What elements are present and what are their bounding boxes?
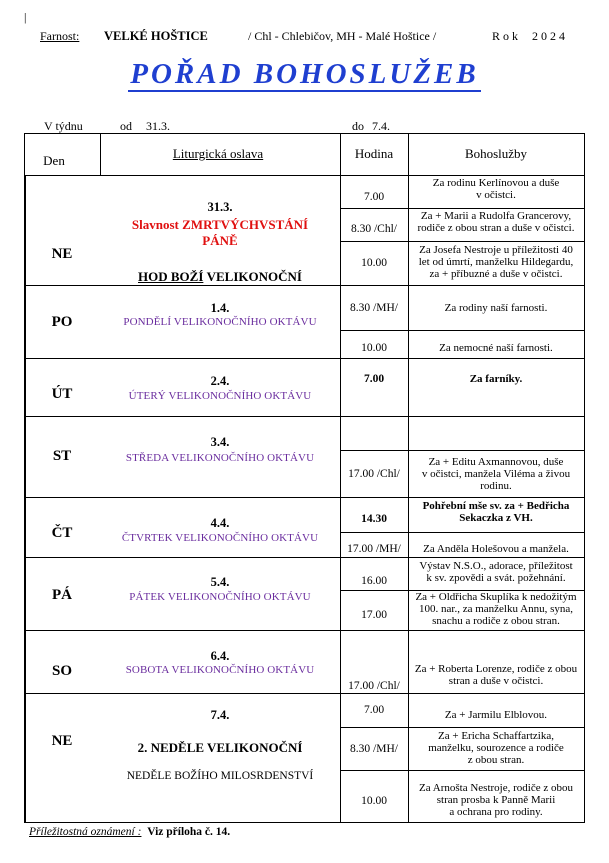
col-header-liturgicka: Liturgická oslava [172,146,264,161]
intention-line: let od úmrtí, manželku Hildegardu, [418,255,574,268]
mass-intention [410,494,582,530]
intention-line: stran prosba k Panně Marii [436,794,556,806]
col-header-den: Den [43,153,65,168]
mass-time: 8.30 /MH/ [350,742,398,755]
intention-line: Za rodinu Kerlínovou a duše [432,177,560,189]
mass-intention [410,655,582,695]
mass-time: 16.00 [361,575,387,587]
week-do: 7.4. [372,119,390,133]
table-border-top [24,133,584,134]
mass-time: 8.30 /MH/ [350,301,398,314]
mass-time: 14.30 [361,512,387,525]
mass-intention [410,170,582,208]
feast-name: ČTVRTEK VELIKONOČNÍHO OKTÁVU [121,532,319,544]
intention-line: Za Josefa Nestroje u příležitosti 40 [419,243,573,256]
day-label: PO [51,314,73,330]
intention-line: 100. nar., za manželku Annu, syna, [419,603,573,615]
feast-subtitle: NEDĚLE BOŽÍHO MILOSRDENSTVÍ [126,770,314,782]
intention-line: snachu a rodiče z obou stran. [432,615,560,627]
mass-intention [410,204,582,240]
feast-name: PONDĚLÍ VELIKONOČNÍHO OKTÁVU [123,316,317,328]
mass-intention [410,285,582,330]
column-divider [408,133,409,823]
intention-line: manželku, sourozence a rodiče [428,741,564,754]
feast-name: 2. NEDĚLE VELIKONOČNÍ [137,740,303,755]
cursor-mark: | [24,10,27,24]
mass-time: 10.00 [361,257,387,269]
feast-name: PÁTEK VELIKONOČNÍHO OKTÁVU [129,591,311,603]
day-date: 3.4. [210,435,230,449]
mass-time: 8.30 /Chl/ [350,223,397,235]
farnost-label: Farnost: [40,29,80,43]
intention-line: Pohřební mše sv. za + Bedřicha [422,500,570,512]
rok-label: R o k [492,29,519,43]
intention-line: Za + Marii a Rudolfa Grancerovy, [420,210,572,222]
intention-line: v očistci. [476,189,516,201]
mass-intention [410,450,582,497]
intention-line: z obou stran. [467,753,525,766]
mass-intention [410,416,582,450]
day-date: 4.4. [210,516,230,530]
intention-line: Výstav N.S.O., adorace, příležitost [419,560,573,572]
day-date: 31.3. [207,200,233,214]
farnost-name: VELKÉ HOŠTICE [104,29,208,43]
intention-line: Za + Editu Axmannovou, duše [428,455,564,468]
mass-intention [410,238,582,285]
mass-time: 17.00 /MH/ [347,542,401,555]
day-date: 1.4. [210,301,230,315]
intention-line: Za farníky. [469,373,523,385]
week-od-label: od [120,119,132,133]
intention-line: Za nemocné naší farnosti. [439,341,553,354]
week-do-label: do [352,119,364,133]
day-date: 7.4. [210,708,230,722]
table-border-right [584,133,585,823]
mass-time: 10.00 [361,795,387,807]
intention-line: Za + Jarmilu Elblovou. [444,709,548,721]
day-date: 6.4. [210,649,230,663]
row-border-left [24,693,26,822]
feast-name: Slavnost ZMRTVÝCHVSTÁNÍ [131,217,309,232]
intention-line: k sv. zpovědi a svát. požehnání. [426,572,566,584]
mass-intention [410,554,582,590]
mass-time: 7.00 [363,704,385,716]
intention-line: Za + Oldřicha Skuplíka k nedožitým [415,591,577,603]
day-label: PÁ [52,587,72,603]
mass-intention [410,725,582,770]
row-border-left [24,175,26,285]
feast-name-2: PÁNĚ [202,233,238,248]
intention-line: Za + Ericha Schaffartzika, [438,729,554,742]
day-date: 2.4. [210,374,230,388]
intention-line: Sekaczka z VH. [459,512,533,524]
col-header-hodina: Hodina [354,146,394,161]
rok-value: 2 0 2 4 [532,29,565,43]
mass-intention [410,358,582,400]
day-date: 5.4. [210,575,230,589]
day-label: SO [51,663,72,679]
intention-line: stran a duše v očistci. [448,675,544,687]
col-header-bohosluzby: Bohoslužby [464,146,528,161]
mass-time: 17.00 /Chl/ [348,679,400,692]
day-label: ÚT [51,386,73,402]
feast-name: SOBOTA VELIKONOČNÍHO OKTÁVU [125,664,315,676]
page-title: POŘAD BOHOSLUŽEB [130,58,479,90]
day-label: NE [51,246,73,262]
intention-line: za + příbuzné a duše v očistci. [429,267,563,280]
feast-name: STŘEDA VELIKONOČNÍHO OKTÁVU [125,452,315,464]
filialky: / Chl - Chlebičov, MH - Malé Hoštice / [248,29,437,43]
intention-line: rodinu. [480,479,512,492]
feast-name: ÚTERÝ VELIKONOČNÍHO OKTÁVU [128,390,312,402]
mass-time: 10.00 [361,341,387,354]
week-od: 31.3. [146,119,170,133]
mass-time [340,416,408,450]
mass-time: 17.00 /Chl/ [348,467,400,480]
intention-line: a ochrana pro rodiny. [449,806,543,818]
mass-intention [410,586,582,632]
day-label: ČT [51,525,73,541]
intention-line: rodiče z obou stran a duše v očistci. [417,222,575,234]
intention-line: v očistci, manžela Viléma a živou [421,467,571,480]
mass-intention [410,775,582,825]
mass-time: 7.00 [363,190,385,203]
day-label: NE [51,733,73,749]
day-label: ST [52,448,72,464]
intention-line: Za Arnošta Nestroje, rodiče z obou [419,782,573,794]
mass-time: 7.00 [363,373,385,385]
intention-line: Za rodiny naší farnosti. [444,301,548,314]
footer-note: Příležitostná oznámení : Viz příloha č. 14. [29,826,231,838]
mass-time: 17.00 [361,609,387,621]
week-label: V týdnu [44,119,83,133]
feast-subtitle: HOD BOŽÍ VELIKONOČNÍ [138,269,302,284]
intention-line: Za Anděla Holešovou a manžela. [423,542,569,555]
intention-line: Za + Roberta Lorenze, rodiče z obou [414,663,578,675]
